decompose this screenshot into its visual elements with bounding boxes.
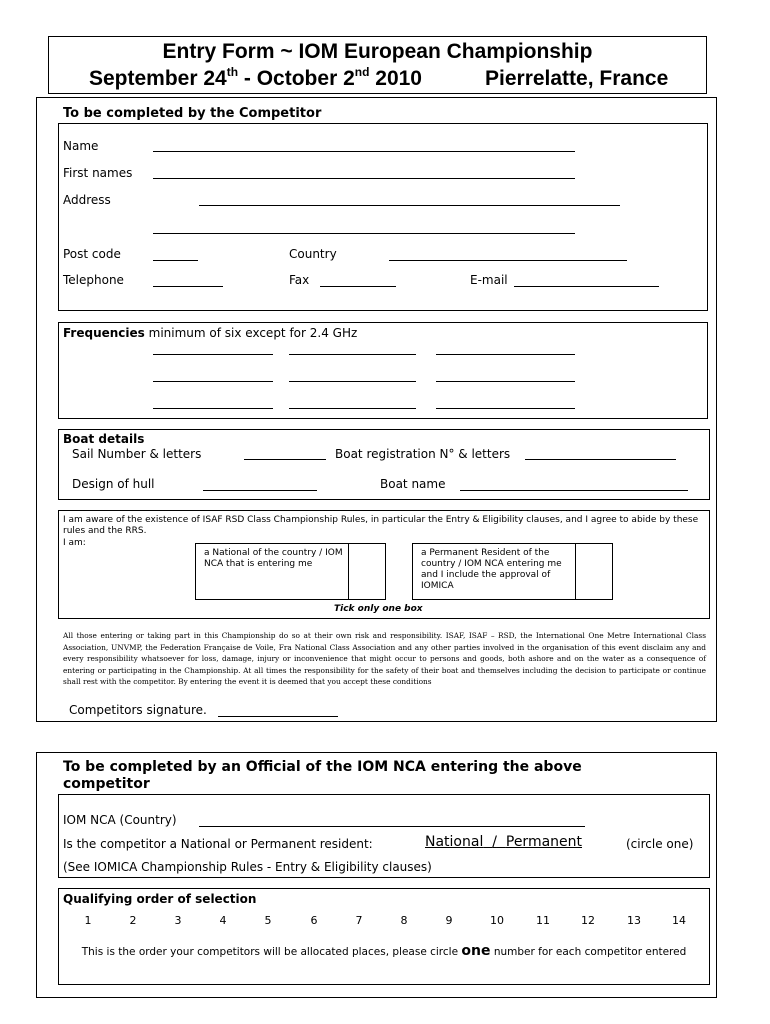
qualifying-number[interactable]: 9 (445, 914, 453, 927)
national-option-text: a National of the country / IOM NCA that is entering me (204, 548, 343, 569)
first-names-label: First names (63, 166, 133, 180)
choice-separator: / (492, 834, 497, 850)
qualifying-number[interactable]: 14 (672, 914, 686, 927)
qualifying-number[interactable]: 12 (581, 914, 595, 927)
signature-label: Competitors signature. (69, 703, 207, 717)
qualifying-number[interactable]: 8 (400, 914, 408, 927)
telephone-field[interactable] (153, 286, 223, 287)
post-code-field[interactable] (153, 260, 198, 261)
registration-field[interactable] (525, 459, 676, 460)
fax-label: Fax (289, 273, 310, 287)
resident-tick-box[interactable] (575, 543, 614, 600)
qualifying-number[interactable]: 7 (355, 914, 363, 927)
tick-note: Tick only one box (334, 604, 423, 614)
frequency-field[interactable] (289, 381, 416, 382)
signature-field[interactable] (218, 716, 338, 717)
qualifying-heading: Qualifying order of selection (63, 892, 257, 906)
qualifying-number[interactable]: 2 (129, 914, 137, 927)
boat-name-label: Boat name (380, 477, 446, 491)
registration-label: Boat registration N° & letters (335, 447, 511, 461)
nca-country-field[interactable] (199, 826, 585, 827)
title-box (48, 36, 707, 94)
qualifying-number[interactable]: 11 (536, 914, 550, 927)
boat-name-field[interactable] (460, 490, 688, 491)
frequency-field[interactable] (436, 408, 575, 409)
qualifying-number[interactable]: 3 (174, 914, 182, 927)
frequency-field[interactable] (289, 408, 416, 409)
resident-choice[interactable] (425, 834, 582, 850)
qualifying-note-one: one (461, 943, 491, 959)
address-field-1[interactable] (199, 205, 620, 206)
frequency-field[interactable] (289, 354, 416, 355)
qualifying-number[interactable]: 1 (84, 914, 92, 927)
name-label: Name (63, 139, 99, 153)
qualifying-number[interactable]: 4 (219, 914, 227, 927)
boat-details-heading: Boat details (63, 432, 145, 446)
email-label: E-mail (470, 273, 508, 287)
national-option-box (195, 543, 386, 600)
rules-note: (See IOMICA Championship Rules - Entry & Eligibility clauses) (63, 860, 432, 874)
sail-number-label: Sail Number & letters (72, 447, 202, 461)
email-field[interactable] (514, 286, 659, 287)
frequency-field[interactable] (436, 381, 575, 382)
permanent-choice[interactable]: Permanent (505, 834, 583, 850)
qualifying-number[interactable]: 13 (627, 914, 641, 927)
frequency-field[interactable] (436, 354, 575, 355)
address-label: Address (63, 193, 111, 207)
address-field-2[interactable] (153, 233, 575, 234)
national-tick-box[interactable] (348, 543, 387, 600)
resident-option-box (412, 543, 613, 600)
post-code-label: Post code (63, 247, 121, 261)
frequency-field[interactable] (153, 381, 273, 382)
telephone-label: Telephone (63, 273, 124, 287)
competitor-heading: To be completed by the Competitor (63, 106, 322, 121)
qualifying-number[interactable]: 5 (264, 914, 272, 927)
design-label: Design of hull (72, 477, 155, 491)
qualifying-number[interactable]: 6 (310, 914, 318, 927)
national-choice[interactable]: National (425, 834, 484, 850)
frequency-field[interactable] (153, 354, 273, 355)
event-dates-location: September 24th - October 2nd 2010 (89, 65, 422, 90)
frequency-field[interactable] (153, 408, 273, 409)
qualifying-note: This is the order your competitors will be allocated places, please circle one number for each competitor entered (81, 943, 687, 959)
resident-question: Is the competitor a National or Permanent resident: (63, 837, 373, 851)
country-label: Country (289, 247, 337, 261)
first-names-field[interactable] (153, 178, 575, 179)
event-location: Pierrelatte, France (485, 67, 669, 90)
form-title: Entry Form ~ IOM European Championship (162, 40, 593, 63)
frequencies-heading: Frequencies minimum of six except for 2.4 GHz (63, 326, 358, 340)
disclaimer-text: All those entering or taking part in this Championship do so at their own risk and responsibility. ISAF, ISAF – RSD, the International One Metre International Class Association, UNVMP, the Federation Française de Voile, Fra National Class Association and any other parties involved in the organisation of this event disclaim any and every responsibility whatsoever for loss, damage, injury or inconvenience that might occur to persons and goods, both ashore and on the water as a consequence of entering or participating in the Championship. At all times the responsibility for the safety of their boat and themselves including the decision to participate or continue shall rest with the competitor. By entering the event it is deemed that you accept these conditions (63, 631, 706, 687)
fax-field[interactable] (320, 286, 396, 287)
country-field[interactable] (389, 260, 627, 261)
nca-country-label: IOM NCA (Country) (63, 813, 177, 827)
i-am-label: I am: (63, 538, 86, 548)
sail-number-field[interactable] (244, 459, 326, 460)
qualifying-number[interactable]: 10 (490, 914, 504, 927)
eligibility-statement: I am aware of the existence of ISAF RSD Class Championship Rules, in particular the Entry & Eligibility clauses, and I agree to abide by these rules and the RRS. (63, 515, 699, 536)
resident-option-text: a Permanent Resident of the country / IOM NCA entering me and I include the approval of IOMICA (421, 548, 562, 591)
name-field[interactable] (153, 151, 575, 152)
official-heading: To be completed by an Official of the IOM NCA entering the above competitor (63, 759, 582, 792)
design-field[interactable] (203, 490, 317, 491)
circle-one-note: (circle one) (626, 837, 694, 851)
